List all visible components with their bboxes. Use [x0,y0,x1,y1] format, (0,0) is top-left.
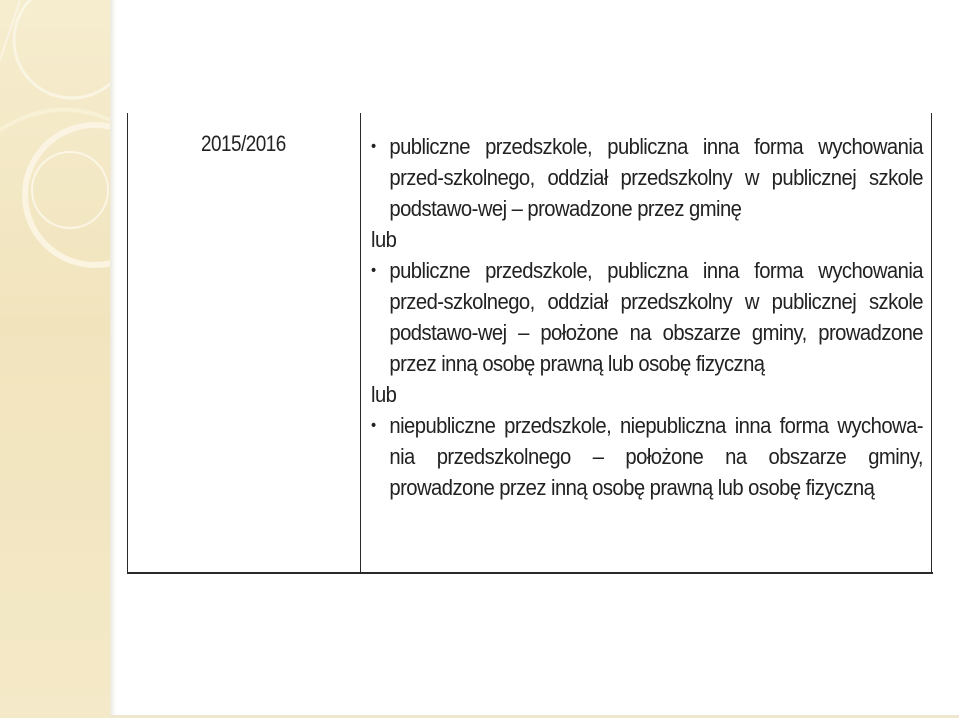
side-band-shadow [110,0,116,718]
list-item-text: publiczne przedszkole, publiczna inna forma wychowania przed-szkolnego, oddział przedszkolny w publicznej szkole podstawo-wej – prowadzone przez gminę [389,134,923,221]
bullet-icon: • [371,138,376,155]
bullet-icon: • [371,417,376,434]
connector-text: lub [371,382,397,407]
decorative-side-band [0,0,110,718]
list-item-text: niepubliczne przedszkole, niepubliczna inna forma wychowa-nia przedszkolnego – położone na obszarze gminy, prowadzone przez inną osobę prawną lub osobę fizyczną [389,413,923,500]
bullet-icon: • [371,262,376,279]
connector-text: lub [371,227,397,252]
list-item [371,255,923,379]
table-column-divider [360,113,361,572]
table-border-left [127,113,128,572]
content-cell [371,131,923,503]
list-item [371,410,923,503]
list-item [371,131,923,224]
eligibility-table [127,113,933,574]
list-item-text: publiczne przedszkole, publiczna inna forma wychowania przed-szkolnego, oddział przedszkolny w publicznej szkole podstawo-wej – położone na obszarze gminy, prowadzone przez inną osobę prawną lub osobę fizyczną [389,258,923,376]
table-border-right [931,113,932,572]
year-cell: 2015/2016 [201,131,286,156]
decorative-circles-graphic [0,0,110,718]
table-border-bottom [127,572,933,574]
